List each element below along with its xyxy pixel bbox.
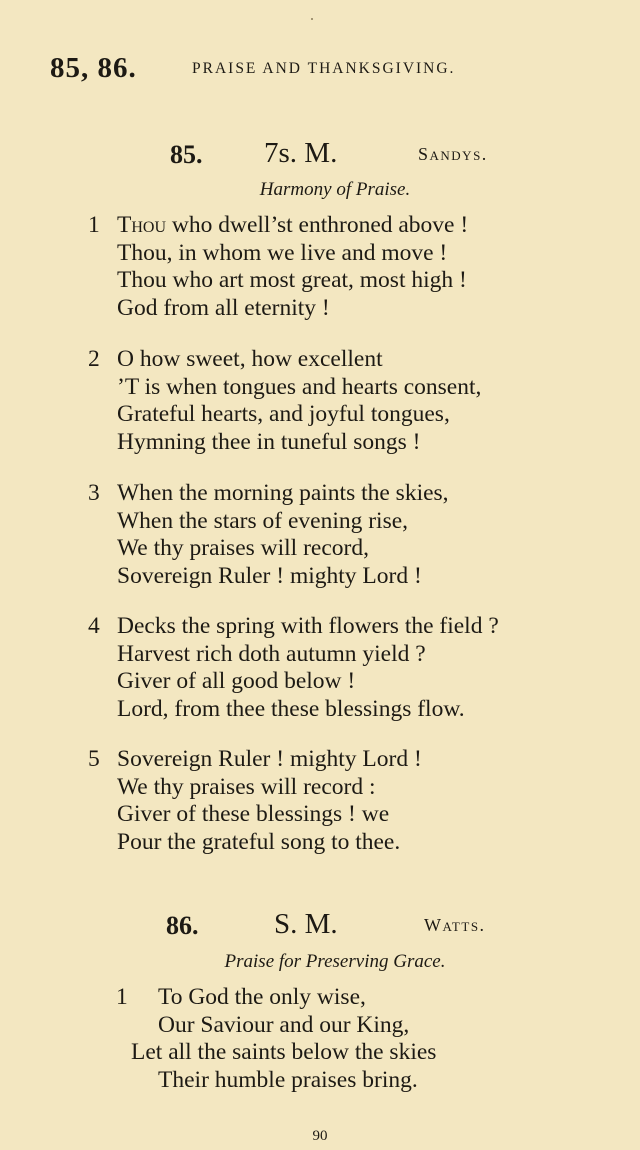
verse-line: Giver of all good below ! (117, 668, 356, 694)
verse-number: 5 (88, 746, 100, 772)
verse-line: Thou who art most great, most high ! (117, 267, 467, 293)
hymn-number: 85. (170, 140, 203, 169)
page-number: 90 (312, 1128, 328, 1144)
verse-line: God from all eternity ! (117, 294, 330, 321)
tune-name: Sandys. (418, 144, 488, 164)
verse-line: Thou who dwell’st enthroned above ! (117, 212, 469, 238)
verse-line: O how sweet, how excellent (117, 346, 383, 372)
running-head-hymn-numbers: 85, 86. (50, 52, 137, 84)
verse (88, 746, 628, 858)
verse-number: 2 (88, 346, 100, 372)
verse-line: Thou, in whom we live and move ! (117, 239, 448, 266)
verse-line: Sovereign Ruler ! mighty Lord ! (117, 746, 422, 772)
hymn-meter: 7s. M. (264, 137, 338, 169)
running-head-title: PRAISE AND THANKSGIVING. (192, 60, 456, 77)
print-speck (311, 18, 313, 20)
hymn-header (170, 137, 510, 174)
verse-line: Grateful hearts, and joyful tongues, (117, 401, 450, 427)
verse-line: Harvest rich doth autumn yield ? (117, 640, 426, 667)
verse-number: 3 (88, 480, 100, 506)
verse-line: Their humble praises bring. (158, 1066, 418, 1093)
verse-line: We thy praises will record, (117, 535, 369, 561)
verse (116, 984, 616, 1096)
verse-line: We thy praises will record : (117, 773, 376, 800)
verse-line: Lord, from thee these blessings flow. (117, 695, 465, 722)
verse (88, 212, 628, 324)
verse (88, 346, 628, 458)
hymn-header (166, 908, 516, 945)
verse-line: Pour the grateful song to thee. (117, 828, 401, 855)
verse-number: 4 (88, 613, 100, 639)
verse-number: 1 (88, 212, 100, 238)
verse-line: When the morning paints the skies, (117, 480, 449, 506)
hymn-subtitle: Harmony of Praise. (259, 179, 411, 200)
verse-line: When the stars of evening rise, (117, 507, 409, 534)
verse-number: 1 (116, 984, 128, 1010)
hymn-subtitle: Praise for Preserving Grace. (224, 951, 446, 972)
hymn-meter: S. M. (274, 908, 338, 940)
verse-line: Hymning thee in tuneful songs ! (117, 428, 421, 455)
verse (88, 480, 628, 592)
verse-line: To God the only wise, (158, 984, 366, 1010)
initial-word: Thou (117, 212, 167, 238)
verse (88, 613, 628, 725)
verse-line: Giver of these blessings ! we (117, 801, 390, 827)
running-head (50, 52, 610, 86)
verse-line: Let all the saints below the skies (131, 1039, 437, 1065)
hymn-number: 86. (166, 911, 199, 940)
verse-line: Sovereign Ruler ! mighty Lord ! (117, 562, 422, 589)
verse-line: ’T is when tongues and hearts consent, (117, 373, 482, 400)
tune-name: Watts. (424, 915, 486, 935)
verse-line: Decks the spring with flowers the field ? (117, 613, 499, 639)
verse-line: Our Saviour and our King, (158, 1011, 410, 1038)
